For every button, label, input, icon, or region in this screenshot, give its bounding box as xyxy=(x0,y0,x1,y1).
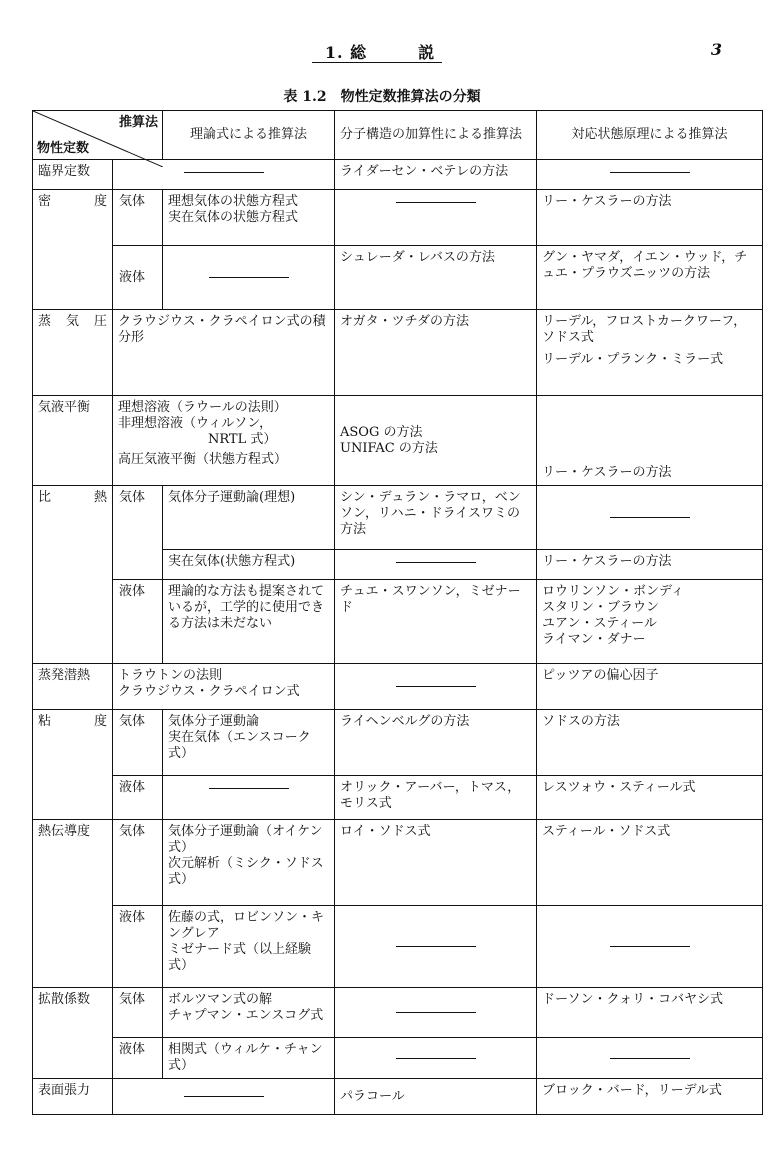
row-vapor xyxy=(33,310,763,396)
text-line: 実在気体の状態方程式 xyxy=(168,210,299,225)
cell-visc-gas-corr: ソドスの方法 xyxy=(537,710,763,776)
dash xyxy=(610,172,690,173)
table-header-row xyxy=(33,111,763,160)
cell-sh-gas1-corr xyxy=(537,486,763,550)
text-line: 非理想溶液（ウィルソン， xyxy=(118,416,273,431)
cell-visc-gas-add: ライヘンベルグの方法 xyxy=(335,710,537,776)
cell-diff-gas-corr: ドーソン・クォリ・コバヤシ式 xyxy=(537,988,763,1038)
cell-diff-liq-theory: 相関式（ウィルケ・チャン式） xyxy=(163,1038,335,1079)
cell-st-corr: ブロック・バード，リーデル式 xyxy=(537,1079,763,1115)
cell-visc-liq-add: オリック・アーバー，トマス，モリス式 xyxy=(335,776,537,820)
dash xyxy=(396,1012,476,1013)
row-label-surface-tension: 表面張力 xyxy=(33,1079,113,1115)
cell-visc-liq-theory xyxy=(163,776,335,820)
dash xyxy=(396,946,476,947)
column-header-additivity: 分子構造の加算性による推算法 xyxy=(335,111,537,160)
cell-sh-gas2-corr: リー・ケスラーの方法 xyxy=(537,550,763,580)
text-line: 気体分子運動論 xyxy=(168,714,260,729)
text-line: リーデル・プランク・ミラー式 xyxy=(542,352,724,367)
text-line: スタリン・ブラウン xyxy=(542,600,660,615)
cell-diff-liq-add xyxy=(335,1038,537,1079)
column-header-corresponding: 対応状態原理による推算法 xyxy=(537,111,763,160)
row-diffusion-liquid xyxy=(33,1038,763,1079)
row-vle xyxy=(33,396,763,486)
dash xyxy=(396,202,476,203)
text-line: UNIFAC の方法 xyxy=(340,440,438,456)
row-density-gas xyxy=(33,190,763,246)
dash xyxy=(396,1058,476,1059)
text-line: 実在気体（エンスコーク式） xyxy=(168,730,311,761)
cell-density-liq-theory xyxy=(163,246,335,310)
corner-top-label: 推算法 xyxy=(118,115,158,130)
dash xyxy=(610,1058,690,1059)
cell-vapor-corr xyxy=(537,310,763,396)
text-line: 理想気体の状態方程式 xyxy=(168,194,299,209)
cell-st-add: パラコール xyxy=(335,1079,537,1115)
cell-sh-gas1-add: シン・デュラン・ラマロ，ベンソン，リハニ・ドライスワミの方法 xyxy=(335,486,537,550)
row-specific-heat-liquid xyxy=(33,580,763,664)
cell-visc-gas-theory xyxy=(163,710,335,776)
row-label-specific-heat: 比熱 xyxy=(33,486,113,664)
cell-tc-gas-corr: スティール・ソドス式 xyxy=(537,820,763,906)
cell-sh-liq-corr xyxy=(537,580,763,664)
cell-vle-corr: リー・ケスラーの方法 xyxy=(537,396,763,486)
cell-tc-gas-add: ロイ・ソドス式 xyxy=(335,820,537,906)
dash xyxy=(396,562,476,563)
cell-lh-corr: ピッツアの偏心因子 xyxy=(537,664,763,710)
cell-density-gas-theory xyxy=(163,190,335,246)
cell-sh-liq-theory: 理論的な方法も提案されているが，工学的に使用できる方法は未だない xyxy=(163,580,335,664)
cell-lh-add xyxy=(335,664,537,710)
text-line: ユアン・スティール xyxy=(542,616,657,631)
row-label-latent-heat: 蒸発潜熱 xyxy=(33,664,113,710)
phase-liquid: 液体 xyxy=(113,906,163,988)
row-viscosity-gas xyxy=(33,710,763,776)
dash xyxy=(209,788,289,789)
cell-vle-theory xyxy=(113,396,335,486)
row-latent-heat xyxy=(33,664,763,710)
text-line: ミゼナード式（以上経験式） xyxy=(168,942,312,973)
dash xyxy=(610,946,690,947)
property-estimation-table xyxy=(32,110,763,1115)
text-line: ASOG の方法 xyxy=(340,424,423,440)
text-line: 高圧気液平衡（状態方程式） xyxy=(118,452,288,467)
phase-gas: 気体 xyxy=(113,988,163,1038)
cell-diff-liq-corr xyxy=(537,1038,763,1079)
phase-liquid: 液体 xyxy=(113,1038,163,1079)
phase-liquid: 液体 xyxy=(113,776,163,820)
row-label-viscosity: 粘度 xyxy=(33,710,113,820)
row-label-diffusion: 拡散係数 xyxy=(33,988,113,1079)
text-line: 気体分子運動論（オイケン式） xyxy=(168,824,323,855)
text-line: NRTL 式） xyxy=(208,432,277,447)
phase-gas: 気体 xyxy=(113,486,163,580)
row-label-vle: 気液平衡 xyxy=(33,396,113,486)
row-label-critical: 臨界定数 xyxy=(33,160,113,190)
text-line: リーデル，フロストカークワーフ，ソドス式 xyxy=(542,314,747,345)
row-viscosity-liquid xyxy=(33,776,763,820)
corner-header-cell xyxy=(33,111,163,160)
cell-critical-additivity: ライダーセン・ベテレの方法 xyxy=(335,160,537,190)
table-caption: 表 1.2 物性定数推算法の分類 xyxy=(283,89,481,105)
row-specific-heat-gas1 xyxy=(33,486,763,550)
phase-liquid: 液体 xyxy=(113,246,163,310)
cell-sh-gas2-add xyxy=(335,550,537,580)
phase-liquid: 液体 xyxy=(113,580,163,664)
corner-bottom-label: 物性定数 xyxy=(37,141,90,156)
text-line: トラウトンの法則 xyxy=(118,668,223,683)
cell-vle-additivity xyxy=(335,396,537,486)
text-line: チャプマン・エンスコグ式 xyxy=(168,1008,324,1023)
dash xyxy=(610,517,690,518)
row-label-density: 密度 xyxy=(33,190,113,310)
section-title-underline xyxy=(312,62,442,63)
column-header-theory: 理論式による推算法 xyxy=(163,111,335,160)
text-line: ボルツマン式の解 xyxy=(168,992,273,1007)
dash xyxy=(184,172,264,173)
cell-tc-liq-theory xyxy=(163,906,335,988)
cell-sh-gas2-theory: 実在気体(状態方程式) xyxy=(163,550,335,580)
dash xyxy=(396,686,476,687)
cell-density-liq-corr: グン・ヤマダ，イエン・ウッド，チュエ・プラウズニッツの方法 xyxy=(537,246,763,310)
text-line: クラウジウス・クラペイロン式 xyxy=(118,684,300,699)
cell-lh-theory xyxy=(113,664,335,710)
text-line: ライマン・ダナー xyxy=(542,632,646,647)
cell-tc-liq-add xyxy=(335,906,537,988)
page-number: 3 xyxy=(710,40,722,59)
dash xyxy=(209,277,289,278)
cell-diff-gas-add xyxy=(335,988,537,1038)
cell-critical-corr xyxy=(537,160,763,190)
row-label-vapor: 蒸気圧 xyxy=(33,310,113,396)
cell-visc-liq-corr: レスツォウ・スティール式 xyxy=(537,776,763,820)
cell-sh-liq-add: チュエ・スワンソン，ミゼナード xyxy=(335,580,537,664)
cell-sh-gas1-theory: 気体分子運動論(理想) xyxy=(163,486,335,550)
dash xyxy=(184,1096,264,1097)
page-header xyxy=(0,40,764,66)
cell-density-gas-corr: リー・ケスラーの方法 xyxy=(537,190,763,246)
cell-vapor-additivity: オガタ・ツチダの方法 xyxy=(335,310,537,396)
cell-density-gas-add xyxy=(335,190,537,246)
row-density-liquid xyxy=(33,246,763,310)
text-line: ロウリンソン・ボンディ xyxy=(542,584,684,599)
cell-tc-liq-corr xyxy=(537,906,763,988)
row-diffusion-gas xyxy=(33,988,763,1038)
text-line: 佐藤の式，ロビンソン・キングレア xyxy=(168,910,325,941)
row-thermal-gas xyxy=(33,820,763,906)
cell-vapor-theory: クラウジウス・クラペイロン式の積分形 xyxy=(113,310,335,396)
cell-diff-gas-theory xyxy=(163,988,335,1038)
row-thermal-liquid xyxy=(33,906,763,988)
section-title: 1. 総 説 xyxy=(324,43,436,62)
text-line: 次元解析（ミシク・ソドス式） xyxy=(168,856,324,887)
row-label-thermal: 熱伝導度 xyxy=(33,820,113,988)
cell-density-liq-add: シュレーダ・レバスの方法 xyxy=(335,246,537,310)
phase-gas: 気体 xyxy=(113,820,163,906)
text-line: 理想溶液（ラウールの法則） xyxy=(118,400,287,415)
phase-gas: 気体 xyxy=(113,190,163,246)
cell-tc-gas-theory xyxy=(163,820,335,906)
cell-st-theory xyxy=(113,1079,335,1115)
phase-gas: 気体 xyxy=(113,710,163,776)
row-surface-tension xyxy=(33,1079,763,1115)
